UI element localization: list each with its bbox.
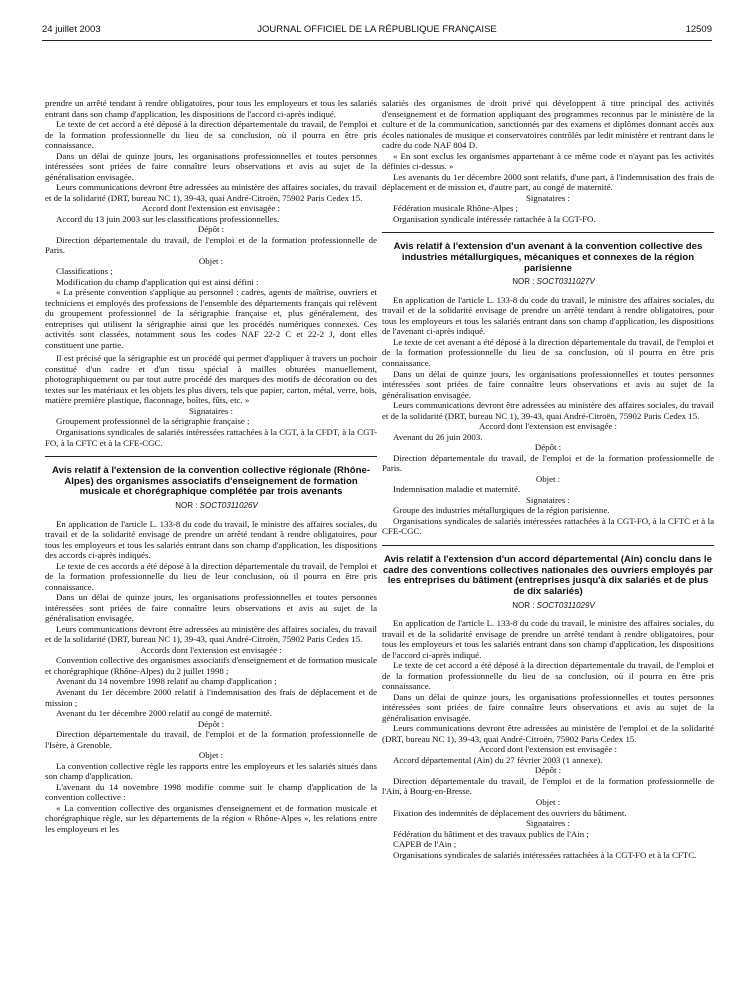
left-column: [45, 98, 377, 834]
paragraph: En application de l'article L. 133-8 du code du travail, le ministre des affaires sociales, du travail et de la solidarité envisage de prendre un arrêté tendant à rendre obligatoires, pour tous les employeurs et tous les salariés entrant dans son champ d'application, les dispositions de l'avenant ci-après indiqué.: [382, 294, 714, 337]
nor-code: SOCT0311027V: [536, 277, 595, 287]
section-divider: [382, 545, 714, 546]
paragraph: Groupe des industries métallurgiques de la région parisienne.: [393, 505, 610, 516]
nor-code: SOCT0311026V: [199, 501, 258, 511]
paragraph: Accord du 13 juin 2003 sur les classifications professionnelles.: [56, 213, 280, 224]
header-journal-title: JOURNAL OFFICIEL DE LA RÉPUBLIQUE FRANÇAISE: [257, 24, 497, 35]
paragraph: « La présente convention s'applique au personnel : cadres, agents de maîtrise, ouvriers et techniciens et employés des professions de l'ensemble des départements français qui relèvent du groupement professionnel de la sérigraphie française et, plus généralement, des entreprises qui utilisent la sérigraphie ainsi que les procédés numériques connexes. Ces activités sont classées, notamment sous les codes NAF 22-2 C et 22-2 J, dont elles constituent une partie.: [45, 287, 377, 350]
notice-title: Avis relatif à l'extension d'un accord départemental (Ain) conclu dans le cadre des conventions collectives nationales des ouvriers employés par les entreprises du bâtiment (entreprises jusqu'à dix salariés et de plus de dix salariés): [382, 553, 714, 597]
paragraph: Organisation syndicale intéressée rattachée à la CGT-FO.: [393, 213, 596, 224]
paragraph: Leurs communications devront être adressées au ministère des affaires sociales, du travail et de la solidarité (DRT, bureau NC 1), 39-43, quai André-Citroën, 75902 Paris Cedex 15.: [45, 623, 377, 645]
section-label: Signataires :: [526, 192, 570, 203]
paragraph: Direction départementale du travail, de l'emploi et de la formation professionnelle de l'Isère, à Grenoble.: [45, 729, 377, 750]
nor-code: SOCT0311029V: [536, 600, 595, 610]
header-page-number: 12509: [685, 24, 712, 35]
paragraph: « La convention collective des organismes d'enseignement et de formation musicale et chorégraphique règle, sur les départements de la région « Rhône-Alpes », les relations entre les employeurs et les: [45, 802, 377, 834]
section-label: Objet :: [198, 255, 224, 266]
nor-reference: NOR : SOCT0311027V: [512, 277, 595, 287]
nor-reference: NOR : SOCT0311026V: [175, 501, 258, 511]
paragraph: Dans un délai de quinze jours, les organisations professionnelles et toutes personnes intéressées sont priées de faire connaître leurs observations et avis au sujet de la généralisation envisagée.: [45, 592, 377, 624]
paragraph: L'avenant du 14 novembre 1998 modifie comme suit le champ d'application de la convention collective :: [45, 781, 377, 803]
paragraph: Accord départemental (Ain) du 27 février 2003 (1 annexe).: [393, 754, 603, 765]
paragraph: En application de l'article L. 133-8 du code du travail, le ministre des affaires sociales, du travail et de la solidarité envisage de prendre un arrêté tendant à rendre obligatoires, pour tous les employeurs et tous les salariés entrant dans son champ d'application, les dispositions de l'accord ci-après indiqué.: [382, 618, 714, 660]
paragraph: prendre un arrêté tendant à rendre obligatoires, pour tous les employeurs et tous les salariés entrant dans son champ d'application, les dispositions de l'accord ci-après indiqué.: [45, 98, 377, 119]
paragraph: Dans un délai de quinze jours, les organisations professionnelles et toutes personnes intéressées sont priées de faire connaître leurs observations et avis au sujet de la généralisation envisagée.: [382, 691, 714, 723]
section-label: Dépôt :: [534, 442, 562, 453]
section-label: Accords dont l'extension est envisagée :: [140, 644, 282, 655]
paragraph: CAPEB de l'Ain ;: [393, 839, 457, 850]
paragraph: Organisations syndicales de salariés intéressées rattachées à la CGT, à la CFDT, à la CGT-FO, à la CFTC et à la CFE-CGC.: [45, 426, 377, 448]
section-label: Accord dont l'extension est envisagée :: [479, 421, 617, 432]
header-date: 24 juillet 2003: [42, 24, 101, 35]
section-label: Accord dont l'extension est envisagée :: [142, 203, 280, 214]
paragraph: Avenant du 1er décembre 2000 relatif à l'indemnisation des frais de déplacement et de mission ;: [45, 686, 377, 708]
section-label: Objet :: [535, 796, 561, 807]
running-header: [42, 24, 712, 38]
notice-title: Avis relatif à l'extension d'un avenant à la convention collective des industries métallurgiques, mécaniques et connexes de la région parisienne: [393, 241, 703, 274]
paragraph: La convention collective règle les rapports entre les employeurs et les salariés situés dans son champ d'application.: [45, 760, 377, 782]
section-label: Dépôt :: [197, 224, 225, 235]
nor-reference: NOR : SOCT0311029V: [512, 600, 595, 610]
paragraph: Direction départementale du travail, de l'emploi et de la formation professionnelle de l'Ain, à Bourg-en-Bresse.: [382, 775, 714, 797]
right-column: [382, 98, 714, 860]
paragraph: Le texte de cet avenant a été déposé à la direction départementale du travail, de l'emploi et de la formation professionnelle du lieu de sa conclusion, où il pourra en être pris connaissance.: [382, 336, 714, 368]
paragraph: Organisations syndicales de salariés intéressées rattachées à la CGT-FO et à la CFTC.: [393, 849, 697, 860]
paragraph: Indemnisation maladie et maternité.: [393, 484, 521, 495]
section-label: Objet :: [198, 750, 224, 761]
paragraph: Leurs communications devront être adressées au ministère de l'emploi et de la solidarité (DRT, bureau NC 1), 39-43, quai André-Citroën, 75902 Paris Cedex 15.: [382, 723, 714, 744]
paragraph: En application de l'article L. 133-8 du code du travail, le ministre des affaires sociales, du travail et de la solidarité envisage de prendre un arrêté tendant à rendre obligatoires, pour tous les employeurs et tous les salariés entrant dans son champ d'application, les dispositions des accords ci-après indiqués.: [45, 518, 377, 561]
paragraph: Avenant du 1er décembre 2000 relatif au congé de maternité.: [56, 708, 272, 719]
section-label: Signataires :: [526, 494, 570, 505]
paragraph: salariés des organismes de droit privé qui développent à titre principal des activités d'enseignement et de formation appliquant des programmes reconnus par le ministère de la culture et de la communication, sanctionnés par des examens et diplômes donnant accès aux écoles nationales de musique et conservatoires contrôlés par ledit ministère et rentrant dans le cadre du code NAF 804 D.: [382, 98, 714, 151]
paragraph: Les avenants du 1er décembre 2000 sont relatifs, d'une part, à l'indemnisation des frais de déplacement et de mission et, d'autre part, au congé de maternité.: [382, 171, 714, 193]
paragraph: Fédération du bâtiment et des travaux publics de l'Ain ;: [393, 828, 589, 839]
paragraph: Le texte de ces accords a été déposé à la direction départementale du travail, de l'emploi et de la formation professionnelle du lieu de leur conclusion, où il pourra en être pris connaissance.: [45, 560, 377, 592]
section-label: Objet :: [535, 473, 561, 484]
paragraph: Leurs communications devront être adressées au ministère des affaires sociales, du travail et de la solidarité (DRT, bureau NC 1), 39-43, quai André-Citroën, 75902 Paris Cedex 15.: [382, 400, 714, 421]
notice-title: Avis relatif à l'extension de la convention collective régionale (Rhône-Alpes) des organismes associatifs d'enseignement de formation musicale et chorégraphique complétée par trois avenants: [51, 465, 371, 498]
section-label: Dépôt :: [534, 765, 562, 776]
section-divider: [45, 456, 377, 457]
section-label: Accord dont l'extension est envisagée :: [479, 744, 617, 755]
paragraph: Direction départementale du travail, de l'emploi et de la formation professionnelle de Paris.: [382, 452, 714, 474]
paragraph: Fédération musicale Rhône-Alpes ;: [393, 203, 519, 214]
paragraph: Modification du champ d'application qui est ainsi défini :: [56, 276, 259, 287]
paragraph: Avenant du 26 juin 2003.: [393, 431, 483, 442]
section-label: Signataires :: [526, 818, 570, 829]
paragraph: Il est précisé que la sérigraphie est un procédé qui permet d'appliquer à travers un pochoir constitué d'un cadre et d'un tissu spécial à mailles obturées manuellement, photographiquement ou par tout autre procédé des marques des motifs de décoration ou des textes sur les matériaux et les objets les plus divers, tels que papier, carton, métal, verre, bois, matière première plastique, flaconnage, boîtes, fûts, etc. »: [45, 353, 377, 406]
paragraph: Avenant du 14 novembre 1998 relatif au champ d'application ;: [56, 676, 277, 687]
paragraph: Le texte de cet accord a été déposé à la direction départementale du travail, de l'emploi et de la formation professionnelle du lieu de sa conclusion, où il pourra en être pris connaissance.: [45, 119, 377, 151]
section-label: Signataires :: [189, 405, 233, 416]
paragraph: Organisations syndicales de salariés intéressées rattachées à la CGT-FO, à la CFTC et à la CFE-CGC.: [382, 515, 714, 537]
section-divider: [382, 232, 714, 233]
paragraph: Fixation des indemnités de déplacement des ouvriers du bâtiment.: [393, 807, 627, 818]
paragraph: Direction départementale du travail, de l'emploi et de la formation professionnelle de Paris.: [45, 234, 377, 256]
paragraph: « En sont exclus les organismes appartenant à ce même code et n'ayant pas les activités définies ci-dessus. »: [382, 150, 714, 172]
paragraph: Le texte de cet accord a été déposé à la direction départementale du travail, de l'emploi et de la formation professionnelle du lieu de sa conclusion, où il pourra en être pris connaissance.: [382, 660, 714, 692]
paragraph: Dans un délai de quinze jours, les organisations professionnelles et toutes personnes intéressées sont priées de faire connaître leurs observations et avis au sujet de la généralisation envisagée.: [382, 368, 714, 400]
paragraph: Groupement professionnel de la sérigraphie française ;: [56, 416, 250, 427]
paragraph: Convention collective des organismes associatifs d'enseignement et de formation musicale et chorégraphique (Rhône-Alpes) du 2 juillet 1998 ;: [45, 655, 377, 676]
paragraph: Classifications ;: [56, 266, 113, 277]
header-rule: [42, 40, 712, 41]
paragraph: Leurs communications devront être adressées au ministère des affaires sociales, du travail et de la solidarité (DRT, bureau NC 1), 39-43, quai André-Citroën, 75902 Paris Cedex 15.: [45, 182, 377, 203]
paragraph: Dans un délai de quinze jours, les organisations professionnelles et toutes personnes intéressées sont priées de faire connaître leurs observations et avis au sujet de la généralisation envisagée.: [45, 150, 377, 182]
section-label: Dépôt :: [197, 718, 225, 729]
